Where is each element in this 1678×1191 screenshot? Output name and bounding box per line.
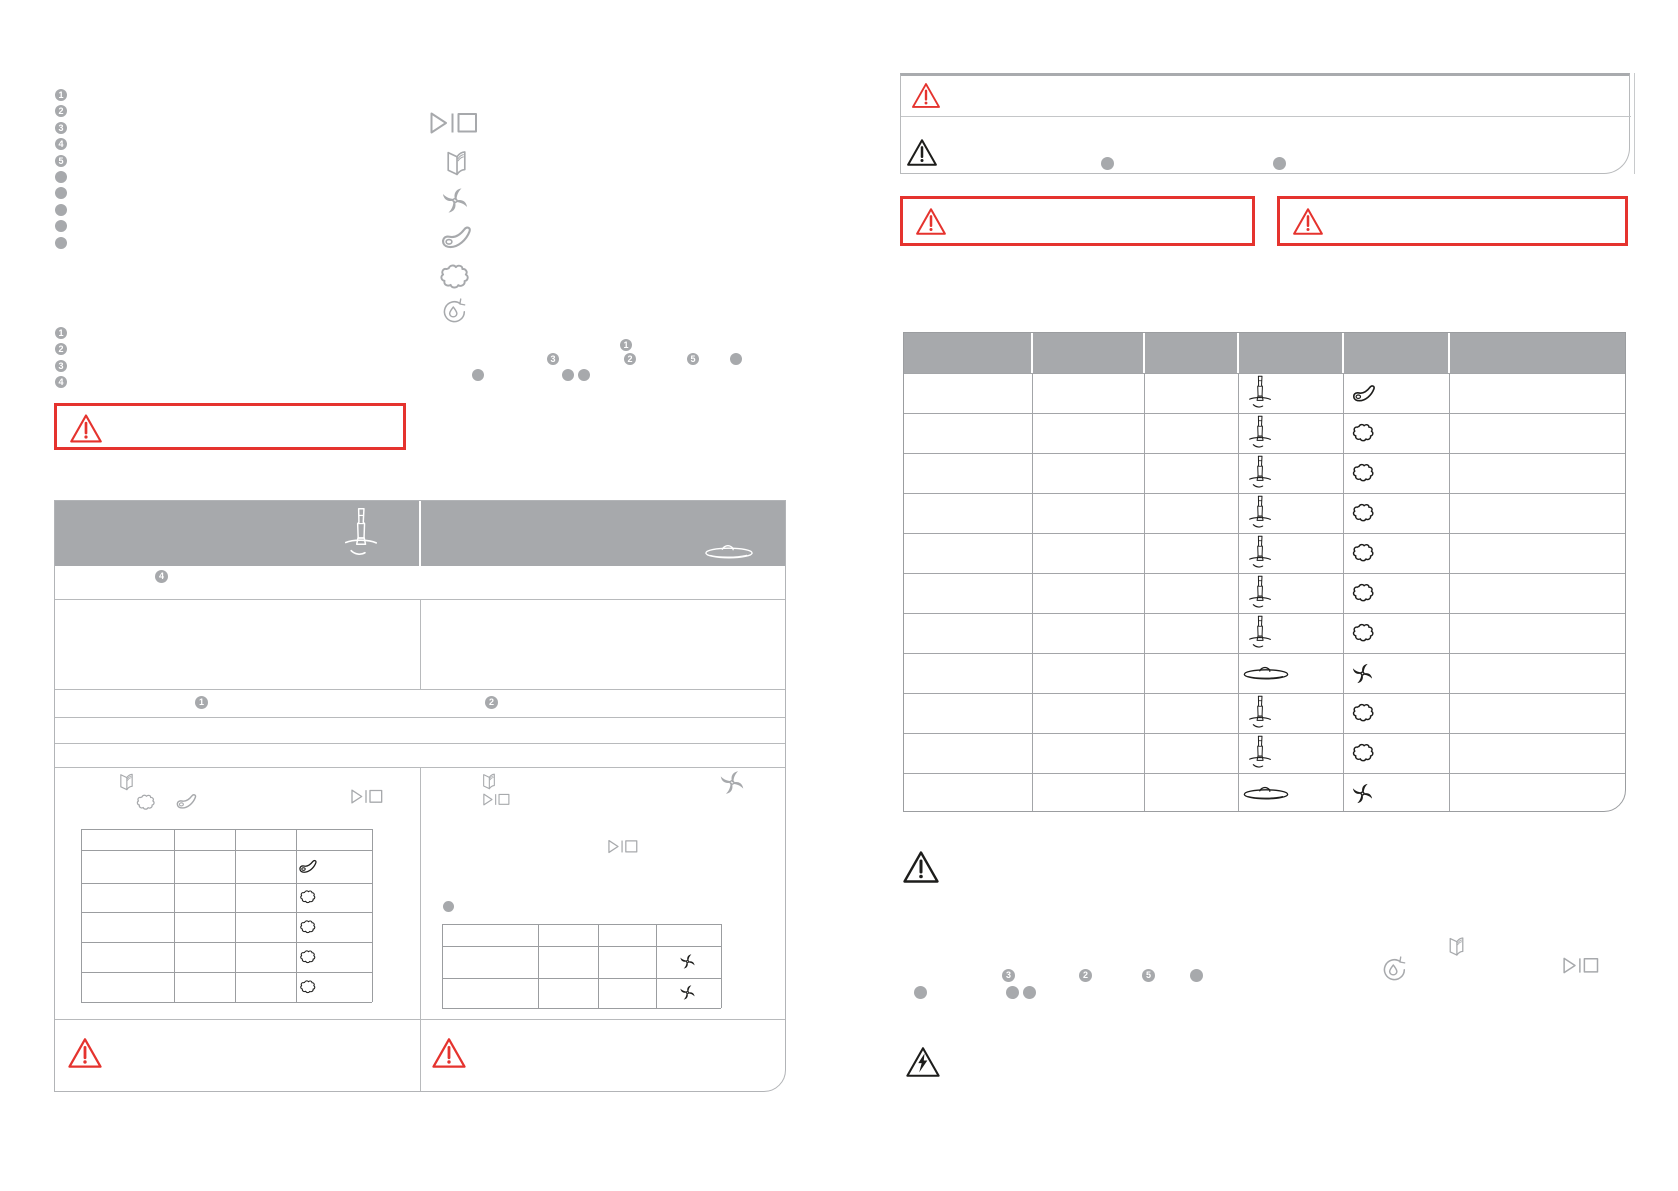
table-line	[904, 693, 1626, 694]
numbered-marker: 3	[1002, 969, 1015, 982]
hand-blender-icon	[1248, 415, 1272, 451]
numbered-marker: 2	[624, 353, 636, 365]
numbered-marker: 1	[55, 89, 67, 101]
numbered-marker: 5	[1142, 969, 1155, 982]
bullet-marker	[914, 986, 927, 999]
whisk-disc-icon	[1240, 785, 1292, 800]
booklet-icon	[1447, 935, 1466, 957]
table-header	[904, 333, 1626, 373]
header-divider	[1342, 333, 1344, 373]
table-line	[1449, 373, 1450, 812]
numbered-marker: 3	[55, 122, 67, 134]
header-divider	[1237, 333, 1239, 373]
bullet-marker	[1006, 986, 1019, 999]
numbered-marker: 1	[195, 696, 208, 709]
warning-triangle-icon	[902, 850, 940, 884]
table-line	[904, 733, 1626, 734]
table-line	[1238, 373, 1239, 812]
rinse-icon	[1380, 955, 1407, 986]
numbered-marker: 2	[485, 696, 498, 709]
header-divider	[1031, 333, 1033, 373]
table-line	[1634, 73, 1635, 174]
numbered-marker: 4	[155, 570, 168, 583]
warning-triangle-icon	[1292, 207, 1324, 236]
dough-cloud-icon	[1351, 422, 1376, 444]
numbered-marker: 5	[55, 155, 67, 167]
dough-cloud-icon	[1351, 502, 1376, 524]
notice-box	[900, 73, 1630, 174]
play-stop-icon	[1563, 957, 1599, 974]
numbered-marker: 3	[55, 360, 67, 372]
table-line	[904, 773, 1626, 774]
numbered-marker: 4	[55, 138, 67, 150]
hand-blender-icon	[1248, 535, 1272, 571]
alert-box	[900, 196, 1255, 246]
numbered-marker: 2	[55, 105, 67, 117]
hand-blender-icon	[1248, 455, 1272, 491]
bullet-marker	[1023, 986, 1036, 999]
warning-triangle-icon	[906, 138, 938, 167]
numbered-marker: 3	[547, 353, 559, 365]
hand-blender-icon	[1248, 575, 1272, 611]
dough-cloud-icon	[1351, 742, 1376, 764]
table-line	[1032, 373, 1033, 812]
speed-table	[903, 332, 1626, 812]
header-divider	[1448, 333, 1450, 373]
bullet-marker	[1273, 157, 1286, 170]
table-line	[904, 533, 1626, 534]
hand-blender-icon	[1248, 735, 1272, 771]
numbered-marker: 1	[620, 339, 632, 351]
alert-box	[1277, 196, 1628, 246]
blade-icon	[1351, 662, 1374, 685]
dough-cloud-icon	[1351, 462, 1376, 484]
header-divider	[1143, 333, 1145, 373]
warning-triangle-icon	[915, 207, 947, 236]
numbered-marker: 2	[55, 343, 67, 355]
whisk-disc-icon	[1240, 665, 1292, 680]
table-line	[1343, 373, 1344, 812]
numbered-marker: 5	[687, 353, 699, 365]
hand-blender-icon	[1248, 695, 1272, 731]
table-line	[1144, 373, 1145, 812]
dough-cloud-icon	[1351, 622, 1376, 644]
bullet-marker	[1101, 157, 1114, 170]
numbered-marker: 1	[55, 327, 67, 339]
electric-shock-triangle-icon	[905, 1042, 941, 1082]
table-line	[904, 613, 1626, 614]
blade-icon	[1351, 782, 1374, 805]
dough-cloud-icon	[1351, 542, 1376, 564]
hand-blender-icon	[1248, 495, 1272, 531]
hand-blender-icon	[1248, 375, 1272, 411]
table-line	[904, 453, 1626, 454]
bullet-marker	[1190, 969, 1203, 982]
table-line	[904, 573, 1626, 574]
table-line	[901, 116, 1631, 117]
dough-cloud-icon	[1351, 702, 1376, 724]
dough-cloud-icon	[1351, 582, 1376, 604]
hand-blender-icon	[1248, 615, 1272, 651]
numbered-marker: 4	[55, 376, 67, 388]
table-line	[904, 653, 1626, 654]
table-line	[904, 373, 1626, 374]
numbered-marker: 2	[1079, 969, 1092, 982]
table-line	[904, 493, 1626, 494]
warning-triangle-icon	[911, 82, 941, 109]
right-page	[839, 0, 1678, 1191]
dough-hook-icon	[1351, 384, 1377, 403]
table-line	[904, 413, 1626, 414]
